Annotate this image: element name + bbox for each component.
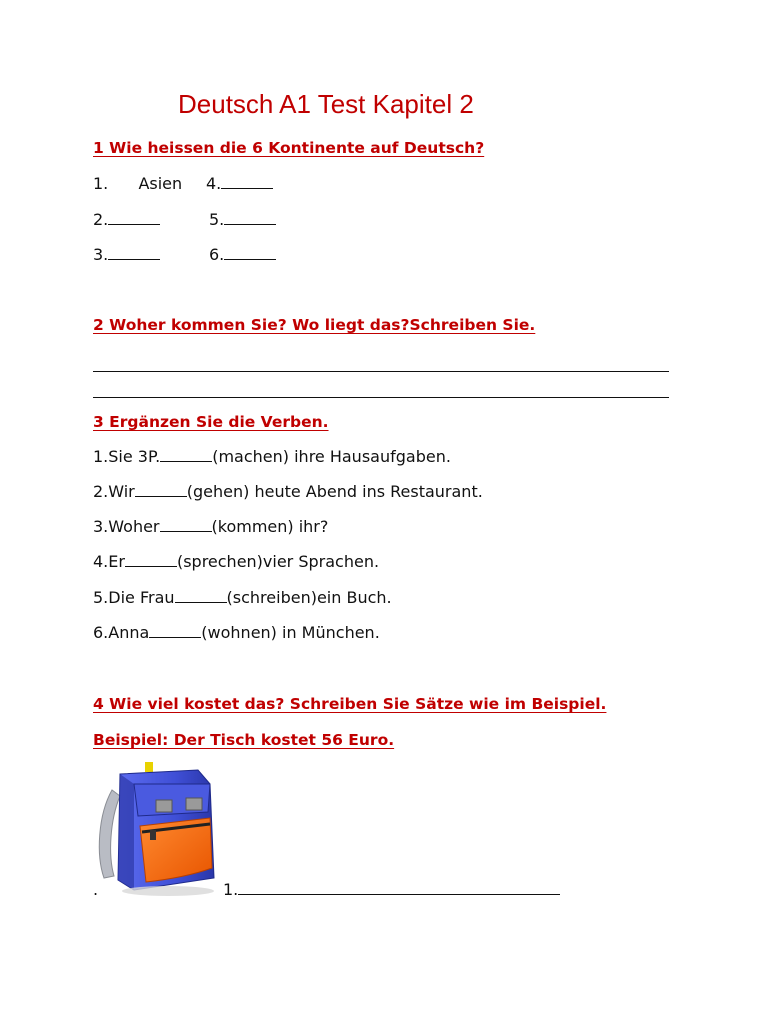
answer-blank[interactable] (238, 893, 560, 895)
section-3-heading: 3 Ergänzen Sie die Verben. (93, 413, 329, 431)
answer-blank[interactable] (108, 223, 160, 225)
backpack-icon (90, 760, 226, 898)
continent-answer-2[interactable]: 2. (93, 210, 160, 229)
verb-item-5: 5.Die Frau (schreiben)ein Buch. (93, 588, 392, 607)
verb-blank[interactable] (149, 636, 201, 638)
answer-line-1[interactable] (93, 371, 669, 372)
verb-blank[interactable] (160, 460, 212, 462)
verb-blank[interactable] (160, 530, 212, 532)
answer-blank[interactable] (224, 223, 276, 225)
verb-blank[interactable] (125, 565, 177, 567)
verb-item-4: 4.Er (sprechen)vier Sprachen. (93, 552, 380, 571)
section-2-heading: 2 Woher kommen Sie? Wo liegt das?Schreiben Sie. (93, 316, 536, 334)
answer-blank[interactable] (221, 187, 273, 189)
verb-item-1: 1.Sie 3P. (machen) ihre Hausaufgaben. (93, 447, 451, 466)
continent-answer-6[interactable]: 6. (209, 245, 276, 264)
row-number: 1. (93, 174, 109, 193)
verb-item-2: 2.Wir (gehen) heute Abend ins Restaurant. (93, 482, 483, 501)
verb-item-3: 3.Woher (kommen) ihr? (93, 517, 329, 536)
bullet-dot: . (93, 880, 99, 899)
verb-blank[interactable] (135, 495, 187, 497)
answer-line-2[interactable] (93, 397, 669, 398)
continent-answer-5[interactable]: 5. (209, 210, 276, 229)
answer-blank[interactable] (224, 258, 276, 260)
answer-asien: Asien (138, 174, 183, 193)
example-sentence: Beispiel: Der Tisch kostet 56 Euro. (93, 731, 395, 749)
continent-answer-3[interactable]: 3. (93, 245, 160, 264)
answer-blank[interactable] (108, 258, 160, 260)
page-title: Deutsch A1 Test Kapitel 2 (178, 89, 474, 119)
price-answer-1[interactable]: 1. (223, 880, 560, 899)
verb-item-6: 6.Anna (wohnen) in München. (93, 623, 380, 642)
continent-answer-4[interactable]: 4. (206, 174, 273, 193)
section-1-heading: 1 Wie heissen die 6 Kontinente auf Deutsch? (93, 139, 485, 157)
section-4-heading: 4 Wie viel kostet das? Schreiben Sie Sätze wie im Beispiel. (93, 695, 607, 713)
verb-blank[interactable] (175, 601, 227, 603)
continent-row-1 (93, 174, 182, 193)
